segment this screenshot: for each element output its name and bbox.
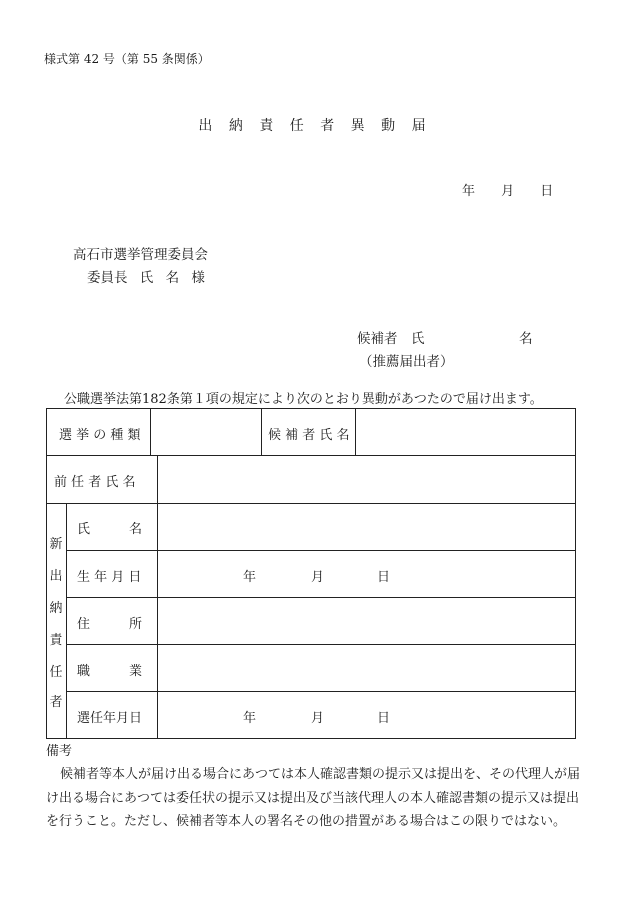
addressee-org: 高石市選挙管理委員会 [73, 247, 208, 263]
name-label: 氏 名 [77, 522, 143, 537]
appointment-date-label: 選任年月日 [77, 711, 143, 726]
notes-body: 候補者等本人が届け出る場合にあつては本人確認書類の提示又は提出を、その代理人が届け出る場合にあつては委任状の提示又は提出及び当該代理人の本人確認書類の提示又は提出を行うこと。ただし、候補者等本人の署名その他の措置がある場合はこの限りではない。 [46, 767, 581, 829]
election-type-label: 選 挙 の 種 類 [59, 428, 141, 443]
form-number: 様式第 42 号（第 55 条関係） [44, 52, 210, 66]
birth-day-unit: 日 [377, 570, 391, 585]
new-treasurer-label-3: 納 [49, 601, 63, 616]
date-line: 年 月 日 [462, 184, 554, 199]
table-col-line [261, 408, 262, 455]
new-treasurer-label-2: 出 [49, 569, 63, 584]
birthdate-label: 生 年 月 日 [77, 570, 142, 585]
addressee-title: 委員長 氏 名 様 [87, 270, 205, 286]
table-row-line [66, 691, 576, 692]
table-row-line [46, 503, 576, 504]
table-row-line [66, 550, 576, 551]
appointment-day-unit: 日 [377, 711, 391, 726]
previous-treasurer-label: 前 任 者 氏 名 [54, 475, 136, 490]
table-border-left [46, 408, 47, 738]
table-col-line [150, 408, 151, 455]
notes-title: 備考 [46, 744, 73, 759]
table-col-line [66, 503, 67, 738]
address-label: 住 所 [77, 617, 143, 632]
table-border-top [46, 408, 576, 409]
appointment-year-unit: 年 [243, 711, 257, 726]
occupation-label: 職 業 [77, 664, 143, 679]
candidate-recommender-line: （推薦届出者） [359, 354, 454, 370]
table-row-line [66, 597, 576, 598]
candidate-name-line: 候補者 氏 名 [357, 331, 533, 347]
intro-text: 公職選挙法第182条第１項の規定により次のとおり異動があつたので届け出ます。 [64, 392, 543, 407]
new-treasurer-label-5: 任 [49, 665, 63, 680]
table-row-line [46, 455, 576, 456]
new-treasurer-label-6: 者 [49, 695, 63, 710]
page-title: 出 納 責 任 者 異 動 届 [198, 118, 432, 134]
new-treasurer-label-1: 新 [49, 537, 63, 552]
new-treasurer-label-4: 責 [49, 633, 63, 648]
table-col-line [157, 455, 158, 738]
table-col-line [355, 408, 356, 455]
table-border-bottom [46, 738, 576, 739]
birth-month-unit: 月 [311, 570, 325, 585]
birth-year-unit: 年 [243, 570, 257, 585]
candidate-name-label: 候 補 者 氏 名 [268, 428, 350, 443]
table-row-line [66, 644, 576, 645]
appointment-month-unit: 月 [311, 711, 325, 726]
table-border-right [575, 408, 576, 738]
